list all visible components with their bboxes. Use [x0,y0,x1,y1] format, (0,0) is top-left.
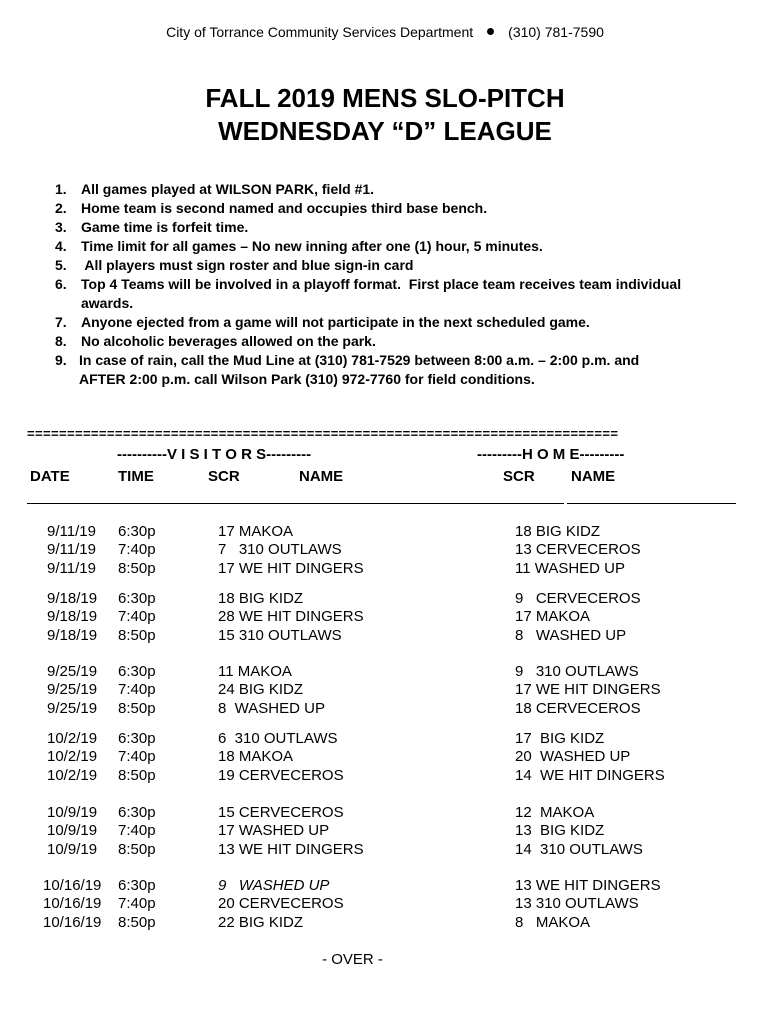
game-time: 7:40p [118,541,156,559]
visitor-team: 11 MAKOA [218,663,292,680]
game-time: 8:50p [118,559,156,577]
rule-text: AFTER 2:00 p.m. call Wilson Park (310) 972-7760 for field conditions. [79,371,535,387]
game-date: 9/11/19 [47,523,96,540]
separator-line: ========================================================================== [27,426,619,441]
department-name: City of Torrance Community Services Department [166,24,474,40]
game-date: 9/11/19 [47,541,96,559]
column-header-home-name: NAME [571,468,616,485]
visitors-label: ----------V I S I T O R S--------- [117,446,312,463]
visitor-team: 15 310 OUTLAWS [218,626,342,644]
game-date: 10/16/19 [43,877,102,894]
visitor-team: 28 WE HIT DINGERS [218,608,364,626]
game-date: 10/2/19 [47,766,98,784]
home-team: 14 310 OUTLAWS [515,840,643,858]
rule-number: 9. [55,352,67,368]
game-time: 6:30p [118,877,156,894]
rule-item [55,314,590,333]
game-date: 10/2/19 [47,730,98,747]
game-time: 6:30p [118,523,156,540]
rule-text: awards. [81,295,134,311]
rule-number: 5. [55,257,67,273]
game-time: 8:50p [118,626,156,644]
visitor-team: 7 310 OUTLAWS [218,541,342,559]
game-time: 6:30p [118,590,156,607]
visitor-team: 18 BIG KIDZ [218,590,304,607]
home-label: ---------H O M E--------- [477,446,625,463]
game-date: 9/18/19 [47,626,98,644]
visitor-team: 24 BIG KIDZ [218,681,304,699]
home-team: 17 MAKOA [515,608,591,626]
visitor-team: 22 BIG KIDZ [218,913,304,931]
game-time: 6:30p [118,663,156,680]
rule-item [55,352,639,390]
game-date: 9/25/19 [47,699,98,717]
rule-number: 8. [55,333,67,349]
rule-text: Top 4 Teams will be involved in a playoff format. First place team receives team individual [81,276,682,292]
rule-text: Anyone ejected from a game will not participate in the next scheduled game. [81,314,590,330]
rule-item [55,200,487,219]
home-team: 9 CERVECEROS [515,590,641,607]
game-date: 9/18/19 [47,590,98,607]
rule-text: All players must sign roster and blue sign-in card [81,257,414,273]
visitor-team: 20 CERVECEROS [218,895,344,913]
home-team: 12 MAKOA [515,804,595,821]
rule-text: Time limit for all games – No new inning after one (1) hour, 5 minutes. [81,238,543,254]
bullet-dot-icon [487,28,494,35]
home-team: 13 BIG KIDZ [515,822,605,840]
game-time: 6:30p [118,804,156,821]
header-underline-left [27,503,564,504]
game-date: 9/11/19 [47,559,96,577]
visitor-team: 19 CERVECEROS [218,766,344,784]
game-date: 9/25/19 [47,663,98,680]
game-time: 8:50p [118,913,156,931]
visitor-team: 8 WASHED UP [218,699,325,717]
visitor-team: 6 310 OUTLAWS [218,730,338,747]
game-time: 7:40p [118,681,156,699]
game-date: 9/25/19 [47,681,98,699]
rule-number: 7. [55,314,67,330]
column-header-visitor-score: SCR [208,468,240,485]
game-time: 8:50p [118,699,156,717]
rule-text: Game time is forfeit time. [81,219,249,235]
home-team: 18 BIG KIDZ [515,523,601,540]
game-time: 7:40p [118,895,156,913]
game-time: 7:40p [118,748,156,766]
column-header-home-score: SCR [503,468,535,485]
game-date: 10/9/19 [47,804,98,821]
column-header-visitor-name: NAME [299,468,344,485]
home-team: 13 WE HIT DINGERS [515,877,661,894]
visitor-team: 18 MAKOA [218,748,294,766]
home-team: 13 310 OUTLAWS [515,895,639,913]
game-time: 7:40p [118,822,156,840]
rule-item [55,219,248,238]
game-time: 8:50p [118,840,156,858]
rule-number: 2. [55,200,67,216]
column-header-date: DATE [30,468,70,485]
visitor-team: 17 WE HIT DINGERS [218,559,364,577]
game-date: 10/16/19 [43,895,102,913]
visitor-team: 15 CERVECEROS [218,804,344,821]
home-team: 17 BIG KIDZ [515,730,605,747]
rule-number: 4. [55,238,67,254]
rule-item [55,257,413,276]
rule-item [55,181,374,200]
rule-item [55,276,681,314]
game-time: 7:40p [118,608,156,626]
rule-item [55,238,543,257]
home-team: 9 310 OUTLAWS [515,663,639,680]
home-team: 8 MAKOA [515,913,591,931]
rule-item [55,333,376,352]
home-team: 20 WASHED UP [515,748,631,766]
game-date: 9/18/19 [47,608,98,626]
home-team: 14 WE HIT DINGERS [515,766,665,784]
department-phone: (310) 781-7590 [508,24,604,40]
page-title-line-1: FALL 2019 MENS SLO-PITCH [205,83,565,113]
rule-text: All games played at WILSON PARK, field #1. [81,181,375,197]
rule-text: No alcoholic beverages allowed on the park. [81,333,376,349]
header-line [0,24,770,40]
visitor-team: 17 MAKOA [218,523,294,540]
home-team: 8 WASHED UP [515,626,627,644]
home-team: 17 WE HIT DINGERS [515,681,661,699]
game-date: 10/2/19 [47,748,98,766]
visitor-team: 17 WASHED UP [218,822,330,840]
visitor-team: 13 WE HIT DINGERS [218,840,364,858]
rule-number: 6. [55,276,67,292]
home-team: 13 CERVECEROS [515,541,641,559]
home-team: 18 CERVECEROS [515,699,641,717]
over-note: - OVER - [322,951,383,968]
column-header-time: TIME [118,468,154,485]
game-time: 6:30p [118,730,156,747]
page-title-line-2: WEDNESDAY “D” LEAGUE [218,116,552,146]
visitor-team: 9 WASHED UP [218,877,330,894]
rule-text: Home team is second named and occupies third base bench. [81,200,488,216]
game-date: 10/16/19 [43,913,102,931]
game-time: 8:50p [118,766,156,784]
header-underline-right [567,503,736,504]
game-date: 10/9/19 [47,822,98,840]
game-date: 10/9/19 [47,840,98,858]
rule-number: 3. [55,219,67,235]
rule-text: In case of rain, call the Mud Line at (310) 781-7529 between 8:00 a.m. – 2:00 p.m. and [79,352,640,368]
rule-number: 1. [55,181,67,197]
home-team: 11 WASHED UP [515,559,626,577]
